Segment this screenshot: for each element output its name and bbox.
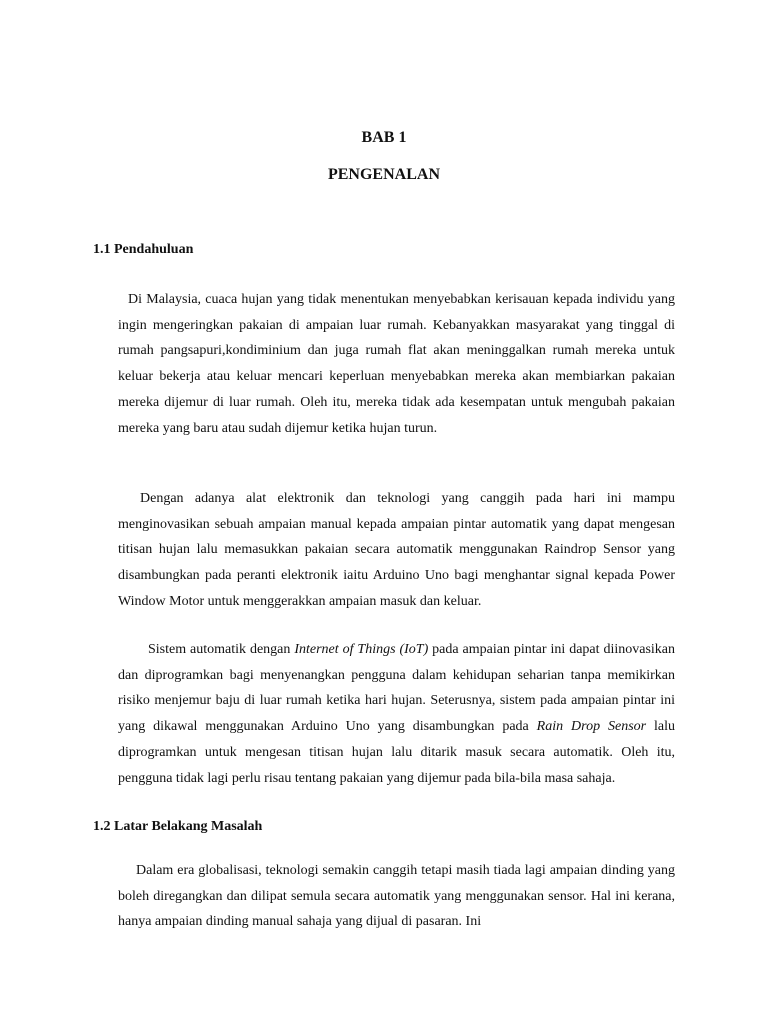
term-rain-drop-sensor: Rain Drop Sensor bbox=[536, 719, 647, 735]
paragraph-4-text: Dalam era globalisasi, teknologi semakin canggih tetapi masih tiada lagi ampaian dinding yang boleh diregangkan dan dilipat semula secara automatik yang menggunakan sensor. Hal ini kerana, hanya ampaian dinding manual sahaja yang dijual di pasaran. Ini bbox=[118, 863, 675, 930]
paragraph-4 bbox=[118, 858, 675, 935]
section-heading-latar-belakang: 1.2 Latar Belakang Masalah bbox=[93, 819, 263, 834]
section-heading-pendahuluan: 1.1 Pendahuluan bbox=[93, 242, 194, 257]
chapter-title: PENGENALAN bbox=[327, 166, 440, 183]
paragraph-3-text-a: Sistem automatik dengan bbox=[148, 642, 295, 657]
paragraph-2 bbox=[118, 486, 675, 615]
paragraph-1 bbox=[118, 287, 675, 441]
paragraph-3 bbox=[118, 637, 675, 791]
paragraph-3-text-c: lalu diprogramkan untuk mengesan titisan hujan lalu ditarik masuk secara automatik. Oleh itu, pengguna tidak lagi perlu risau tentang pakaian yang dijemur pada bila-bila masa sahaja. bbox=[118, 719, 676, 786]
chapter-number: BAB 1 bbox=[361, 129, 407, 146]
paragraph-1-text: Di Malaysia, cuaca hujan yang tidak menentukan menyebabkan kerisauan kepada individu yang ingin mengeringkan pakaian di ampaian luar rumah. Kebanyakkan masyarakat yang tinggal di rumah pangsapuri,kondiminium dan juga rumah flat akan meninggalkan rumah mereka untuk keluar bekerja atau keluar mencari keperluan menyebabkan mereka akan membiarkan pakaian mereka dijemur di luar rumah. Oleh itu, mereka tidak ada kesempatan untuk mengubah pakaian mereka yang baru atau sudah dijemur ketika hujan turun. bbox=[118, 292, 675, 436]
paragraph-2-text: Dengan adanya alat elektronik dan teknologi yang canggih pada hari ini mampu menginovasikan sebuah ampaian manual kepada ampaian pintar automatik yang dapat mengesan titisan hujan lalu memasukkan pakaian secara automatik menggunakan Raindrop Sensor yang disambungkan pada peranti elektronik iaitu Arduino Uno bagi menghantar signal kepada Power Window Motor untuk menggerakkan ampaian masuk dan keluar. bbox=[118, 491, 675, 609]
term-iot: Internet of Things (IoT) bbox=[294, 642, 429, 657]
paragraph-3-text-b: pada ampaian pintar ini dapat diinovasikan dan diprogramkan bagi menyenangkan pengguna dalam kehidupan seharian tanpa memikirkan risiko menjemur baju di luar rumah ketika hari hujan. Seterusnya, sistem pada ampaian pintar ini yang dikawal menggunakan Arduino Uno yang disambungkan pada bbox=[118, 642, 675, 735]
